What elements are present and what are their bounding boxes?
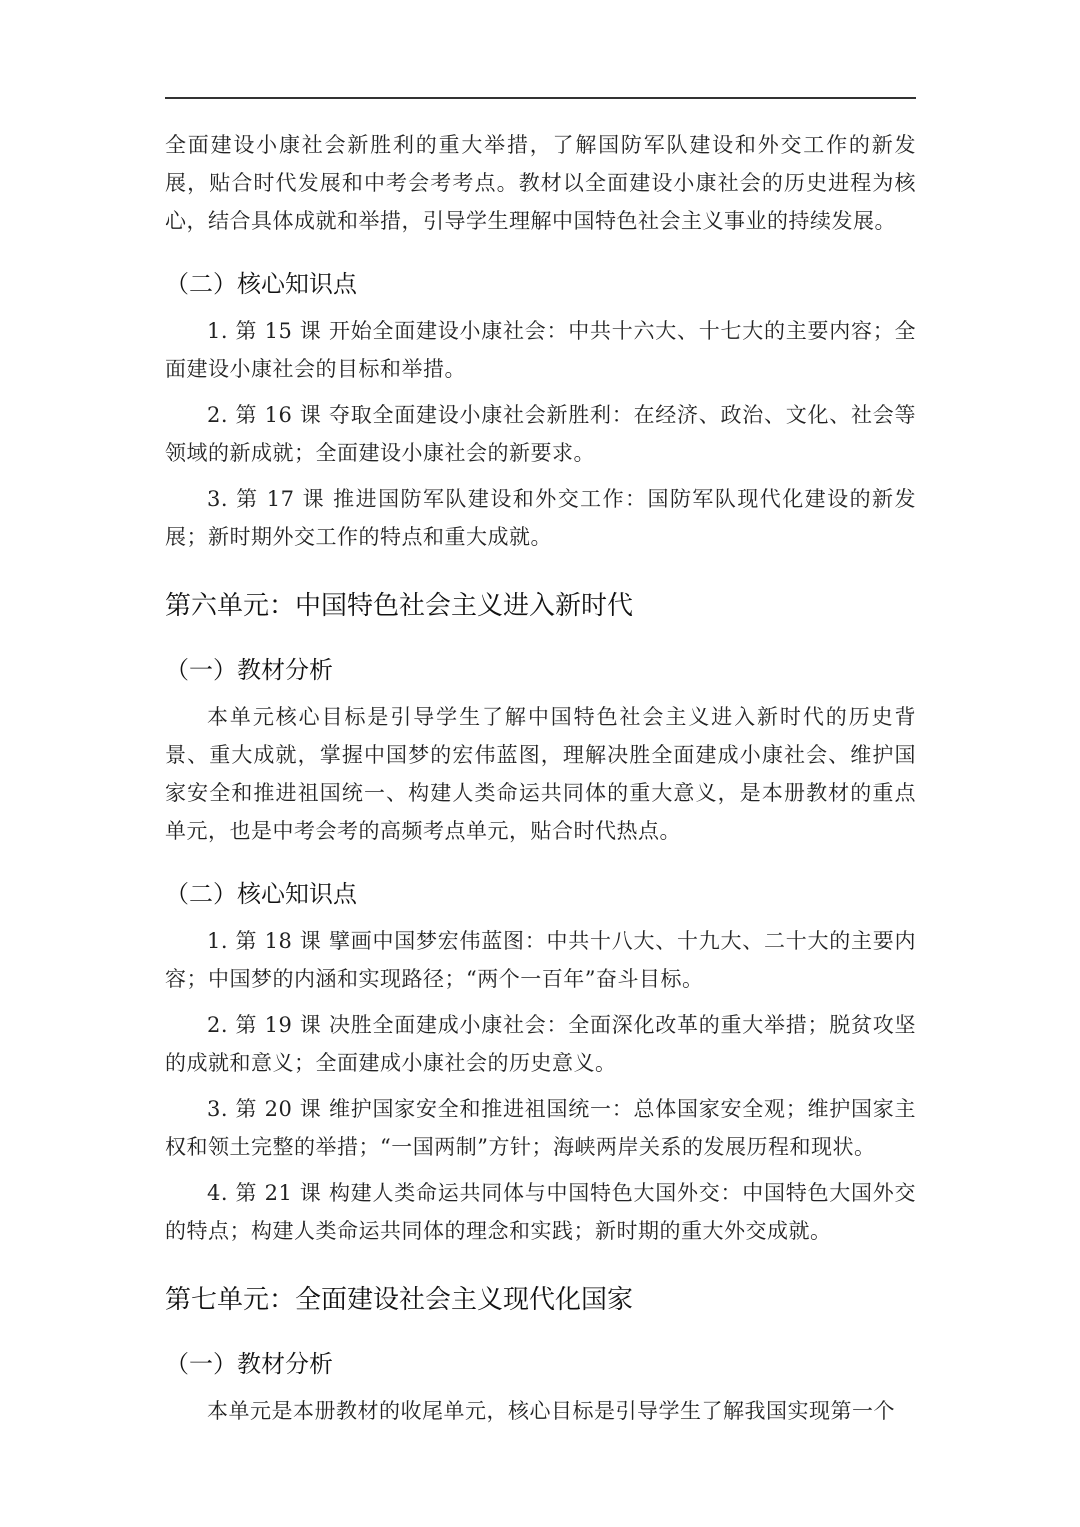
knowledge-item: 1. 第 18 课 擘画中国梦宏伟蓝图：中共十八大、十九大、二十大的主要内容；中国梦的内涵和实现路径；“两个一百年”奋斗目标。 <box>165 929 916 991</box>
header-rule <box>165 97 916 99</box>
unit6-title: 第六单元：中国特色社会主义进入新时代 <box>165 591 634 621</box>
unit7-analysis-text: 本单元是本册教材的收尾单元，核心目标是引导学生了解我国实现第一个 <box>207 1399 895 1423</box>
unit6-analysis-heading: （一）教材分析 <box>165 656 333 684</box>
document-content <box>165 126 916 1430</box>
unit6-analysis-text: 本单元核心目标是引导学生了解中国特色社会主义进入新时代的历史背景、重大成就，掌握中国梦的宏伟蓝图，理解决胜全面建成小康社会、维护国家安全和推进祖国统一、构建人类命运共同体的重大意义，是本册教材的重点单元，也是中考会考的高频考点单元，贴合时代热点。 <box>165 705 916 843</box>
unit7-title: 第七单元：全面建设社会主义现代化国家 <box>165 1285 634 1315</box>
intro-paragraph: 全面建设小康社会新胜利的重大举措，了解国防军队建设和外交工作的新发展，贴合时代发展和中考会考考点。教材以全面建设小康社会的历史进程为核心，结合具体成就和举措，引导学生理解中国特色社会主义事业的持续发展。 <box>165 133 916 233</box>
knowledge-item: 2. 第 19 课 决胜全面建成小康社会：全面深化改革的重大举措；脱贫攻坚的成就和意义；全面建成小康社会的历史意义。 <box>165 1013 916 1075</box>
unit6-knowledge-heading: （二）核心知识点 <box>165 880 357 908</box>
knowledge-item: 1. 第 15 课 开始全面建设小康社会：中共十六大、十七大的主要内容；全面建设小康社会的目标和举措。 <box>165 319 916 381</box>
unit7-analysis-heading: （一）教材分析 <box>165 1350 333 1378</box>
section-heading-core-knowledge: （二）核心知识点 <box>165 270 357 298</box>
knowledge-item: 4. 第 21 课 构建人类命运共同体与中国特色大国外交：中国特色大国外交的特点；构建人类命运共同体的理念和实践；新时期的重大外交成就。 <box>165 1181 916 1243</box>
knowledge-item: 2. 第 16 课 夺取全面建设小康社会新胜利：在经济、政治、文化、社会等领域的新成就；全面建设小康社会的新要求。 <box>165 403 916 465</box>
knowledge-item: 3. 第 20 课 维护国家安全和推进祖国统一：总体国家安全观；维护国家主权和领土完整的举措；“一国两制”方针；海峡两岸关系的发展历程和现状。 <box>165 1097 916 1159</box>
knowledge-item: 3. 第 17 课 推进国防军队建设和外交工作：国防军队现代化建设的新发展；新时期外交工作的特点和重大成就。 <box>165 487 916 549</box>
